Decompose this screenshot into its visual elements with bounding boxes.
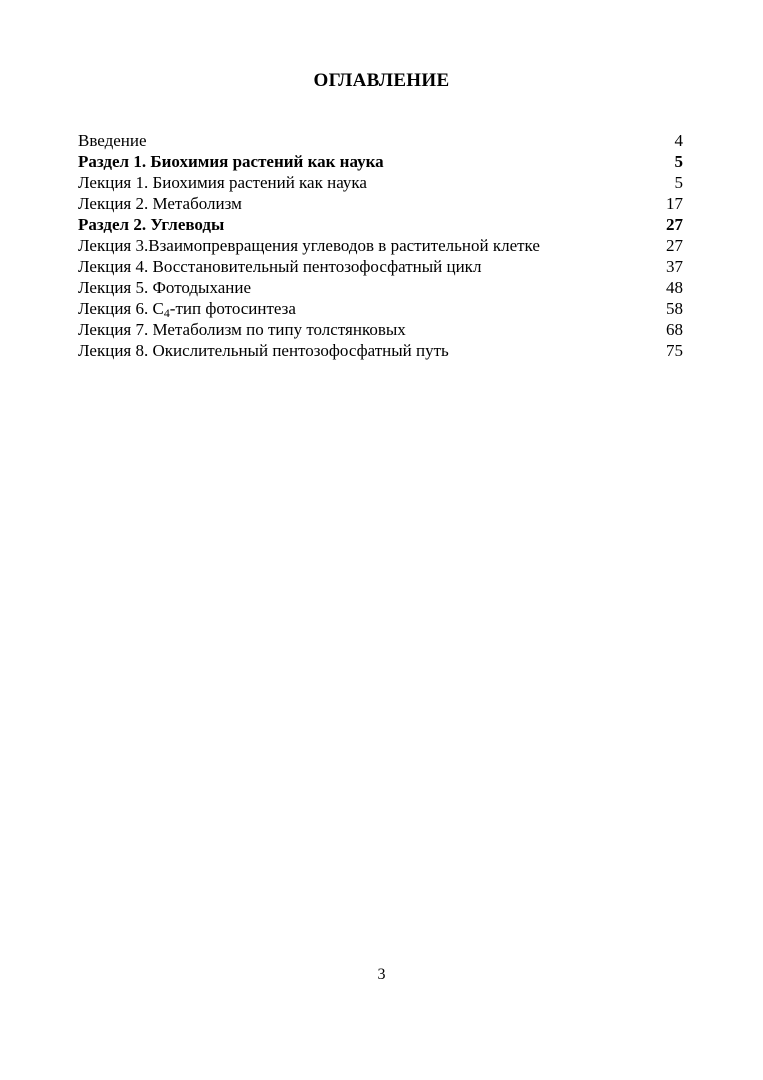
toc-entry <box>78 256 683 277</box>
toc-entry-label: Раздел 2. Углеводы <box>78 215 225 234</box>
toc-entry-page: 37 <box>666 257 683 276</box>
toc-entry <box>78 319 683 340</box>
toc-entry-label: Раздел 1. Биохимия растений как наука <box>78 152 384 171</box>
toc-entry-page: 48 <box>666 278 683 297</box>
toc-entry-page: 27 <box>666 215 683 234</box>
page-number: 3 <box>377 966 386 983</box>
table-of-contents <box>78 130 683 361</box>
toc-entry <box>78 193 683 214</box>
toc-entry <box>78 277 683 298</box>
toc-entry-label: Лекция 8. Окислительный пентозофосфатный путь <box>78 341 449 360</box>
toc-entry <box>78 235 683 256</box>
toc-entry <box>78 298 683 319</box>
toc-entry-label: Лекция 4. Восстановительный пентозофосфатный цикл <box>78 257 482 276</box>
toc-entry-label: Лекция 5. Фотодыхание <box>78 278 252 297</box>
toc-entry-page: 75 <box>666 341 683 360</box>
toc-entry-label: Лекция 6. $С_4$-тип фотосинтеза <box>78 299 296 319</box>
toc-entry-page: 5 <box>674 173 683 192</box>
toc-entry <box>78 340 683 361</box>
toc-entry-page: 5 <box>674 152 683 171</box>
toc-entry <box>78 151 683 172</box>
toc-entry-page: 17 <box>666 194 683 213</box>
toc-entry-label: Лекция 1. Биохимия растений как наука <box>78 173 367 192</box>
toc-entry-page: 4 <box>674 131 683 150</box>
toc-entry-page: 68 <box>666 320 683 339</box>
toc-entry <box>78 214 683 235</box>
toc-entry-page: 27 <box>666 236 683 255</box>
toc-entry-label: Лекция 2. Метаболизм <box>78 194 242 213</box>
toc-entry-label: Введение <box>78 131 147 150</box>
toc-entry <box>78 130 683 151</box>
toc-entry <box>78 172 683 193</box>
toc-entry-label: Лекция 3.Взаимопревращения углеводов в растительной клетке <box>78 236 540 255</box>
page-title: ОГЛАВЛЕНИЕ <box>313 70 450 91</box>
toc-entry-page: 58 <box>666 299 683 318</box>
toc-entry-label: Лекция 7. Метаболизм по типу толстянковых <box>78 320 406 339</box>
